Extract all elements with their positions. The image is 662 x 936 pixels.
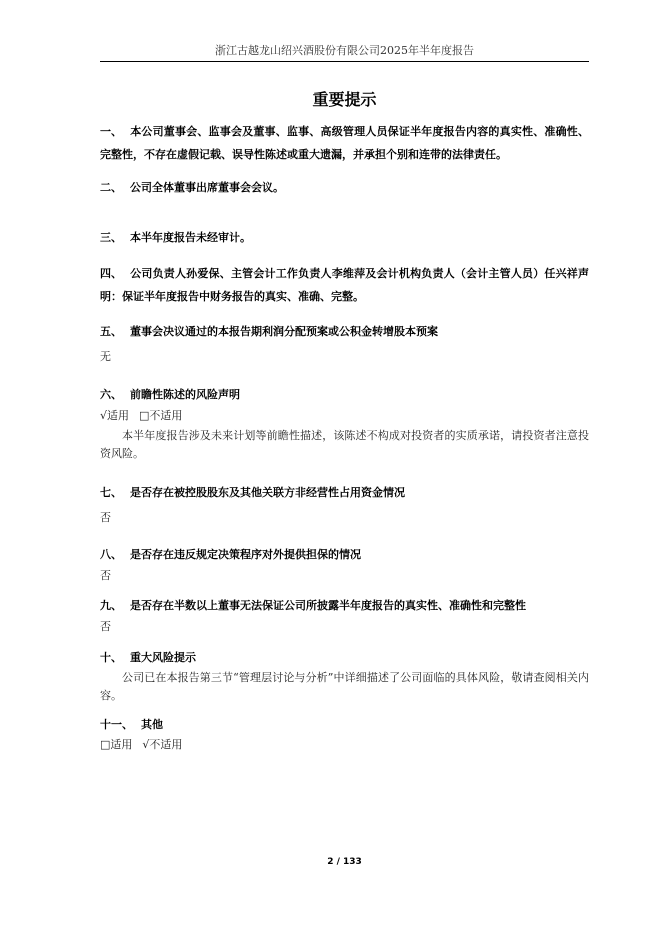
section-6 [100,383,589,463]
page-number: 2 / 133 [327,857,362,867]
header-divider [100,61,589,62]
section-text: 是否存在违反规定决策程序对外提供担保的情况 [130,548,361,561]
section-number: 七、 [100,486,122,499]
section-paragraph: 本半年度报告涉及未来计划等前瞻性描述，该陈述不构成对投资者的实质承诺，请投资者注意投资风险。 [100,429,589,460]
section-heading [100,646,589,669]
section-number: 九、 [100,599,122,612]
section-text: 重大风险提示 [130,651,196,664]
section-heading [100,120,589,166]
section-text: 其他 [141,718,163,731]
section-text: 公司全体董事出席董事会会议。 [130,181,284,194]
section-text: 前瞻性陈述的风险声明 [130,388,240,401]
section-number: 六、 [100,388,122,401]
section-number: 四、 [100,267,122,280]
section-number: 一、 [100,125,122,138]
section-text: 本公司董事会、监事会及董事、监事、高级管理人员保证半年度报告内容的真实性、准确性、完整性，不存在虚假记载、误导性陈述或重大遗漏，并承担个别和连带的法律责任。 [100,125,589,161]
section-heading [100,481,589,504]
section-answer: 否 [100,569,111,582]
section-text: 是否存在半数以上董事无法保证公司所披露半年度报告的真实性、准确性和完整性 [130,599,526,612]
section-10 [100,646,589,705]
section-answer: 否 [100,620,111,633]
option-applicable: √适用 [100,409,130,422]
option-not-applicable: □不适用 [139,409,183,422]
section-7 [100,481,589,526]
section-number: 五、 [100,325,122,338]
option-not-applicable: √不适用 [142,738,183,751]
section-5 [100,320,589,365]
section-heading [100,383,589,406]
applicability-options [100,408,589,424]
section-heading [100,320,589,343]
section-9 [100,594,589,635]
section-number: 三、 [100,231,122,244]
section-answer: 无 [100,350,111,363]
section-3 [100,226,589,249]
option-applicable: □适用 [100,738,133,751]
section-heading [100,543,589,566]
section-heading [100,713,589,736]
section-11 [100,713,589,753]
report-header: 浙江古越龙山绍兴酒股份有限公司2025年半年度报告 [215,44,474,57]
section-answer: 否 [100,511,111,524]
section-number: 二、 [100,181,122,194]
section-text: 董事会决议通过的本报告期利润分配预案或公积金转增股本预案 [130,325,438,338]
section-text: 公司负责人孙爱保、主管会计工作负责人李维萍及会计机构负责人（会计主管人员）任兴祥声明：保证半年度报告中财务报告的真实、准确、完整。 [100,267,589,303]
applicability-options [100,737,589,753]
section-heading [100,262,589,308]
section-8 [100,543,589,584]
section-text: 是否存在被控股股东及其他关联方非经营性占用资金情况 [130,486,405,499]
section-1 [100,120,589,166]
section-4 [100,262,589,308]
section-number: 八、 [100,548,122,561]
page-title: 重要提示 [312,90,377,109]
section-heading [100,176,589,199]
section-2 [100,176,589,199]
section-number: 十、 [100,651,122,664]
section-paragraph: 公司已在本报告第三节“管理层讨论与分析”中详细描述了公司面临的具体风险，敬请查阅相关内容。 [100,671,589,702]
section-number: 十一、 [100,718,133,731]
section-heading [100,226,589,249]
section-heading [100,594,589,617]
section-text: 本半年度报告未经审计。 [130,231,251,244]
